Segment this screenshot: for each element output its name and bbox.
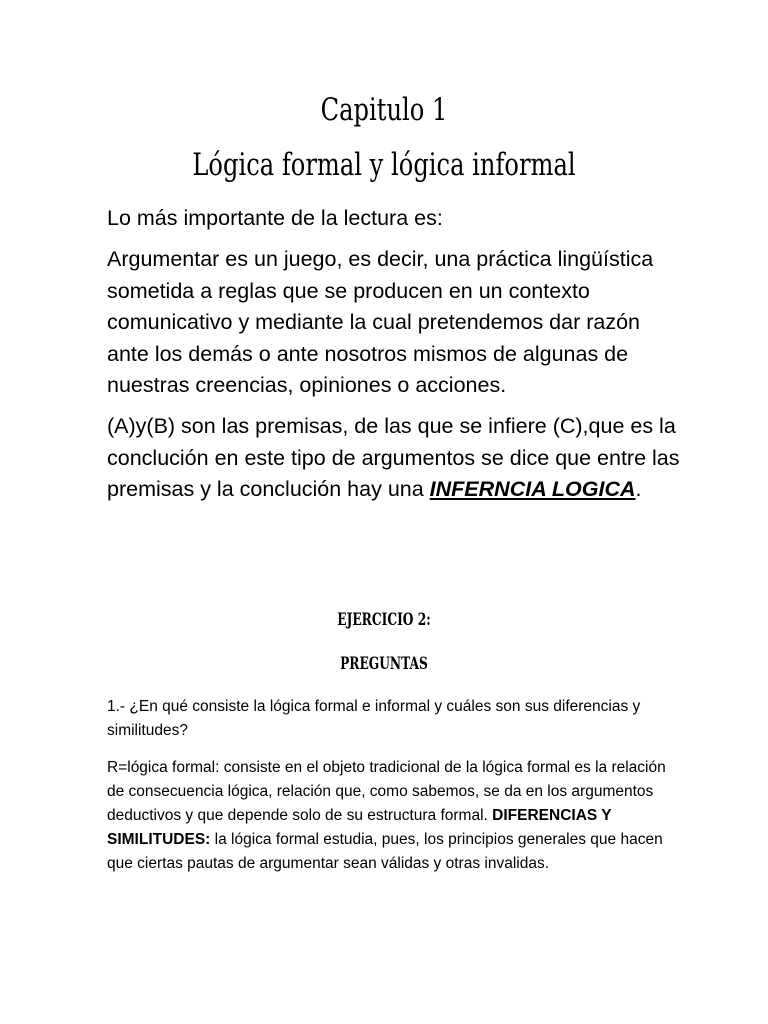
intro-line: Lo más importante de la lectura es: xyxy=(107,206,443,230)
chapter-title: Lógica formal y lógica informal xyxy=(192,147,576,183)
answer-1 xyxy=(107,756,667,876)
answer-1-text-a: R=lógica formal: consiste en el objeto tradicional de la lógica formal es la relación de consecuencia lógica, relación que, como sabemos, se da en los argumentos deductivos y que depende solo de su estructura formal. xyxy=(107,759,666,824)
premises-end: . xyxy=(635,477,642,501)
answer-1-label: DIFERENCIAS Y SIMILITUDES: xyxy=(107,807,612,848)
chapter-heading: Capitulo 1 xyxy=(320,92,448,128)
question-1: 1.- ¿En qué consiste la lógica formal e informal y cuáles son sus diferencias y similitudes? xyxy=(107,698,641,739)
exercise-subtitle: PREGUNTAS xyxy=(340,654,428,674)
inference-emphasis: INFERNCIA LOGICA xyxy=(429,477,636,501)
premises-text: (A)y(B) son las premisas, de las que se infiere (C),que es la conclución en este tipo de argumentos se dice que entre las premisas y la conclución hay una xyxy=(107,414,680,501)
premises-paragraph xyxy=(107,411,687,506)
argument-paragraph: Argumentar es un juego, es decir, una práctica lingüística sometida a reglas que se producen en un contexto comunicativo y mediante la cual pretendemos dar razón ante los demás o ante nosotros mismos de algunas de nuestras creencias, opiniones o acciones. xyxy=(107,247,654,397)
answer-1-text-b: la lógica formal estudia, pues, los principios generales que hacen que ciertas pautas de argumentar sean válidas y otras invalidas. xyxy=(107,831,663,872)
exercise-title: EJERCICIO 2: xyxy=(337,610,431,630)
